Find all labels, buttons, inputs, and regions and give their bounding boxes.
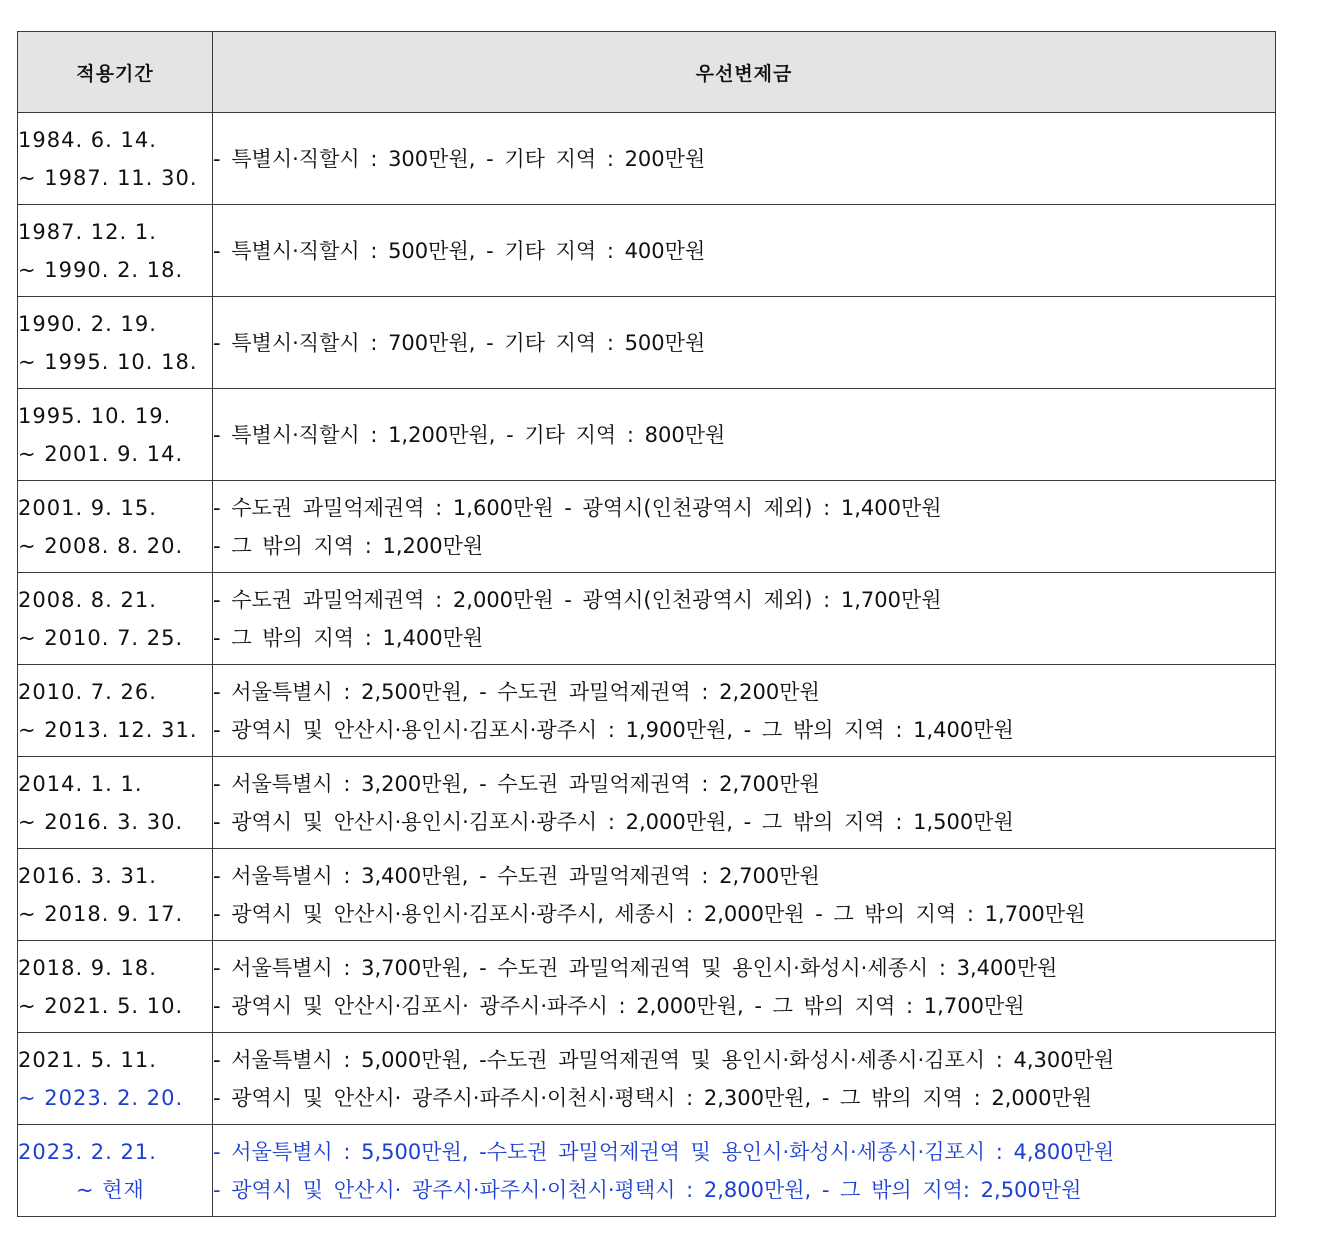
amount-line: - 서울특별시 : 3,200만원, - 수도권 과밀억제권역 : 2,700만원: [213, 771, 820, 796]
table-header-row: [18, 32, 1276, 113]
period-end: ~ 2001. 9. 14.: [18, 441, 184, 466]
amount-line: - 서울특별시 : 3,700만원, - 수도권 과밀억제권역 및 용인시·화성시·세종시 : 3,400만원: [213, 955, 1058, 980]
amount-line: - 서울특별시 : 2,500만원, - 수도권 과밀억제권역 : 2,200만원: [213, 679, 820, 704]
amount-line: - 그 밖의 지역 : 1,400만원: [213, 625, 484, 650]
period-start: 2001. 9. 15.: [18, 495, 157, 520]
period-end: ~ 1990. 2. 18.: [18, 257, 184, 282]
amount-cell: [213, 665, 1276, 757]
period-cell: [18, 205, 213, 297]
period-end: ~ 2018. 9. 17.: [18, 901, 184, 926]
period-end: ~ 1987. 11. 30.: [18, 165, 198, 190]
amount-line: - 특별시·직할시 : 700만원, - 기타 지역 : 500만원: [213, 330, 706, 355]
table-row: [18, 205, 1276, 297]
period-start: 2014. 1. 1.: [18, 771, 143, 796]
amount-line: - 수도권 과밀억제권역 : 2,000만원 - 광역시(인천광역시 제외) : 1,700만원: [213, 587, 942, 612]
period-cell: [18, 757, 213, 849]
amount-line: - 광역시 및 안산시·용인시·김포시·광주시, 세종시 : 2,000만원 - 그 밖의 지역 : 1,700만원: [213, 901, 1086, 926]
table-row: [18, 573, 1276, 665]
amount-line: - 그 밖의 지역 : 1,200만원: [213, 533, 484, 558]
period-cell: [18, 389, 213, 481]
amount-cell: [213, 297, 1276, 389]
amount-line: - 수도권 과밀억제권역 : 1,600만원 - 광역시(인천광역시 제외) : 1,400만원: [213, 495, 942, 520]
period-start: 2018. 9. 18.: [18, 955, 157, 980]
period-end: ~ 2010. 7. 25.: [18, 625, 184, 650]
header-period: 적용기간: [18, 32, 213, 113]
period-start: 1984. 6. 14.: [18, 127, 157, 152]
table-row: [18, 757, 1276, 849]
period-start: 2010. 7. 26.: [18, 679, 157, 704]
amount-cell: [213, 757, 1276, 849]
period-start: 2008. 8. 21.: [18, 587, 157, 612]
period-cell: [18, 297, 213, 389]
table-row: [18, 849, 1276, 941]
period-start: 1990. 2. 19.: [18, 311, 157, 336]
period-cell: [18, 113, 213, 205]
period-end: ~ 2016. 3. 30.: [18, 809, 184, 834]
period-start: 2021. 5. 11.: [18, 1047, 157, 1072]
period-start: 2023. 2. 21.: [18, 1139, 157, 1164]
amount-line: - 특별시·직할시 : 300만원, - 기타 지역 : 200만원: [213, 146, 706, 171]
period-cell: [18, 849, 213, 941]
table-row-current: [18, 1125, 1276, 1217]
amount-cell: [213, 1125, 1276, 1217]
amount-cell: [213, 481, 1276, 573]
period-cell: [18, 941, 213, 1033]
period-end: ~ 2023. 2. 20.: [18, 1085, 184, 1110]
amount-line: - 특별시·직할시 : 1,200만원, - 기타 지역 : 800만원: [213, 422, 726, 447]
period-end: ~ 현재: [76, 1177, 145, 1202]
amount-line: - 광역시 및 안산시· 광주시·파주시·이천시·평택시 : 2,800만원, - 그 밖의 지역: 2,500만원: [213, 1177, 1082, 1202]
amount-line: - 서울특별시 : 5,500만원, -수도권 과밀억제권역 및 용인시·화성시·세종시·김포시 : 4,800만원: [213, 1139, 1115, 1164]
amount-line: - 서울특별시 : 3,400만원, - 수도권 과밀억제권역 : 2,700만원: [213, 863, 820, 888]
amount-line: - 광역시 및 안산시·김포시· 광주시·파주시 : 2,000만원, - 그 밖의 지역 : 1,700만원: [213, 993, 1025, 1018]
table-row: [18, 481, 1276, 573]
period-cell: [18, 1033, 213, 1125]
amount-cell: [213, 205, 1276, 297]
period-cell: [18, 665, 213, 757]
period-end: ~ 1995. 10. 18.: [18, 349, 198, 374]
table-row: [18, 113, 1276, 205]
amount-cell: [213, 573, 1276, 665]
period-start: 1987. 12. 1.: [18, 219, 157, 244]
amount-cell: [213, 941, 1276, 1033]
period-cell: [18, 1125, 213, 1217]
amount-line: - 특별시·직할시 : 500만원, - 기타 지역 : 400만원: [213, 238, 706, 263]
table-row: [18, 1033, 1276, 1125]
period-cell: [18, 481, 213, 573]
table-row: [18, 665, 1276, 757]
amount-line: - 광역시 및 안산시·용인시·김포시·광주시 : 2,000만원, - 그 밖의 지역 : 1,500만원: [213, 809, 1014, 834]
period-start: 2016. 3. 31.: [18, 863, 157, 888]
amount-line: - 서울특별시 : 5,000만원, -수도권 과밀억제권역 및 용인시·화성시·세종시·김포시 : 4,300만원: [213, 1047, 1115, 1072]
table-row: [18, 297, 1276, 389]
period-cell: [18, 573, 213, 665]
header-amount: 우선변제금: [213, 32, 1276, 113]
amount-line: - 광역시 및 안산시· 광주시·파주시·이천시·평택시 : 2,300만원, - 그 밖의 지역 : 2,000만원: [213, 1085, 1093, 1110]
amount-cell: [213, 389, 1276, 481]
table-row: [18, 941, 1276, 1033]
period-end: ~ 2008. 8. 20.: [18, 533, 184, 558]
amount-line: - 광역시 및 안산시·용인시·김포시·광주시 : 1,900만원, - 그 밖의 지역 : 1,400만원: [213, 717, 1014, 742]
amount-cell: [213, 1033, 1276, 1125]
period-start: 1995. 10. 19.: [18, 403, 172, 428]
table-row: [18, 389, 1276, 481]
amount-cell: [213, 113, 1276, 205]
period-end: ~ 2013. 12. 31.: [18, 717, 198, 742]
priority-repayment-table: [17, 31, 1276, 1217]
amount-cell: [213, 849, 1276, 941]
period-end: ~ 2021. 5. 10.: [18, 993, 184, 1018]
